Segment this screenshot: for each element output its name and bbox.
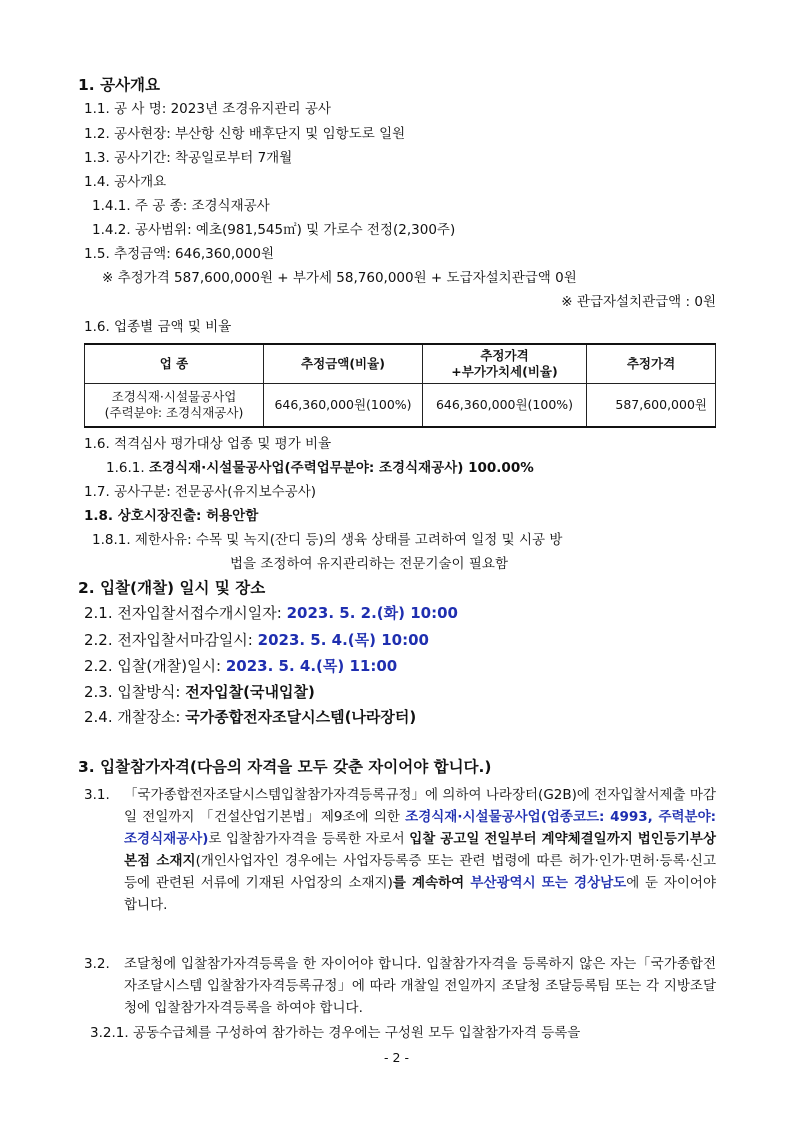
line-1-4: 1.4. 공사개요 xyxy=(84,174,167,190)
line-1-8-1-b: 법을 조정하여 유지관리하는 전문기술이 필요함 xyxy=(230,556,508,572)
amount-table xyxy=(84,343,716,428)
item-3-1-number: 3.1. xyxy=(84,787,110,803)
paragraph-3-1: 「국가종합전자조달시스템입찰참가자격등록규정」에 의하여 나라장터(G2B)에 전자입찰서제출 마감일 전일까지 「건설산업기본법」제9조에 의한 조경식재·시설물공사업(업종코드: 4993, 주력분야:조경식재공사)로 입찰참가자격을 등록한 자로서 입찰 공고일 전일부터 계약체결일까지 법인등기부상 본점 소재지(개인사업자인 경우에는 사업자등록증 또는 관련 법령에 따른 허가·인가·면허·등록·신고 등에 관련된 서류에 기재된 사업장의 소재지)를 계속하여 부산광역시 또는 경상남도에 둔 자이어야 합니다. xyxy=(124,787,717,913)
line-1-7: 1.7. 공사구분: 전문공사(유지보수공사) xyxy=(84,484,316,500)
section-3-title: 3. 입찰참가자격(다음의 자격을 모두 갖춘 자이어야 합니다.) xyxy=(78,758,492,776)
line-2-4: 2.4. 개찰장소: 국가종합전자조달시스템(나라장터) xyxy=(84,708,417,726)
page-number: - 2 - xyxy=(384,1050,409,1065)
cell-industry: 조경식재·시설물공사업 (주력분야: 조경식재공사) xyxy=(85,384,264,428)
line-1-4-1: 1.4.1. 주 공 종: 조경식재공사 xyxy=(92,198,270,214)
table-header-row xyxy=(85,344,716,384)
line-2-2: 2.2. 전자입찰서마감일시: 2023. 5. 4.(목) 10:00 xyxy=(84,631,429,649)
item-3-2-number: 3.2. xyxy=(84,956,110,972)
header-estimated-price: 추정가격 xyxy=(587,344,716,384)
line-1-8: 1.8. 상호시장진출: 허용안함 xyxy=(84,508,259,524)
header-industry: 업 종 xyxy=(85,344,264,384)
note-government-supply: ※ 관급자설치관급액 : 0원 xyxy=(561,294,716,310)
line-1-6-1: 1.6.1. 조경식재·시설물공사업(주력업무분야: 조경식재공사) 100.00% xyxy=(106,460,534,476)
header-estimated-amount: 추정금액(비율) xyxy=(264,344,423,384)
line-1-4-2: 1.4.2. 공사범위: 예초(981,545㎡) 및 가로수 전정(2,300주) xyxy=(92,222,456,238)
line-1-1: 1.1. 공 사 명: 2023년 조경유지관리 공사 xyxy=(84,101,331,117)
line-1-2: 1.2. 공사현장: 부산항 신항 배후단지 및 임항도로 일원 xyxy=(84,126,406,142)
cell-estimated-amount: 646,360,000원(100%) xyxy=(264,384,423,428)
cell-estimated-price: 587,600,000원 xyxy=(587,384,716,428)
section-2-title: 2. 입찰(개찰) 일시 및 장소 xyxy=(78,579,266,597)
table-row xyxy=(85,384,716,428)
section-1-title: 1. 공사개요 xyxy=(78,76,160,94)
header-estimated-price-vat: 추정가격 +부가가치세(비율) xyxy=(423,344,587,384)
line-2-2b: 2.2. 입찰(개찰)일시: 2023. 5. 4.(목) 11:00 xyxy=(84,657,398,675)
cell-estimated-price-vat: 646,360,000원(100%) xyxy=(423,384,587,428)
line-1-8-1-a: 1.8.1. 제한사유: 수목 및 녹지(잔디 등)의 생육 상태를 고려하여 일정 및 시공 방 xyxy=(92,532,563,548)
note-estimated-price: ※ 추정가격 587,600,000원 + 부가세 58,760,000원 + 도급자설치관급액 0원 xyxy=(102,270,577,286)
line-1-3: 1.3. 공사기간: 착공일로부터 7개월 xyxy=(84,150,293,166)
line-1-6: 1.6. 업종별 금액 및 비율 xyxy=(84,319,232,335)
line-3-2-1: 3.2.1. 공동수급체를 구성하여 참가하는 경우에는 구성원 모두 입찰참가자격 등록을 xyxy=(90,1025,581,1041)
line-2-3: 2.3. 입찰방식: 전자입찰(국내입찰) xyxy=(84,683,315,701)
line-1-6-eval: 1.6. 적격심사 평가대상 업종 및 평가 비율 xyxy=(84,436,332,452)
paragraph-3-2: 조달청에 입찰참가자격등록을 한 자이어야 합니다. 입찰참가자격을 등록하지 않은 자는「국가종합전자조달시스템 입찰참가자격등록규정」에 따라 개찰일 전일까지 조달청 조달등록팀 또는 각 지방조달청에 입찰참가자격등록을 하여야 합니다. xyxy=(124,956,716,1016)
line-1-5: 1.5. 추정금액: 646,360,000원 xyxy=(84,246,274,262)
line-2-1: 2.1. 전자입찰서접수개시일자: 2023. 5. 2.(화) 10:00 xyxy=(84,604,458,622)
